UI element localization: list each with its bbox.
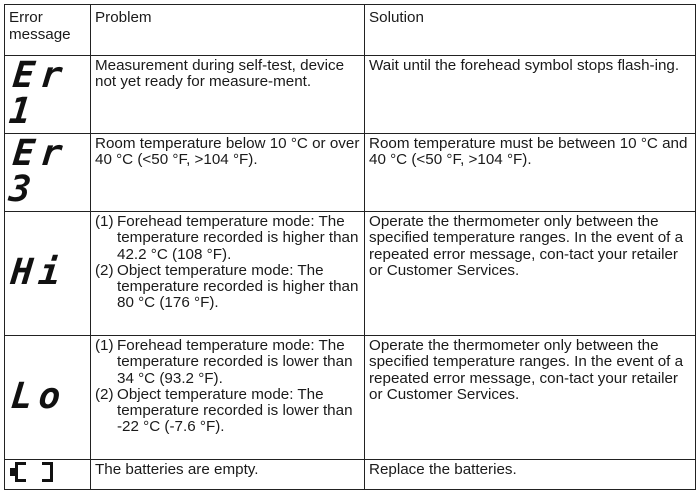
problem-cell: Room temperature below 10 °C or over 40 °C (<50 °F, >104 °F). [91,134,365,212]
item-number: (1) [95,213,114,230]
problem-cell [91,212,365,336]
problem-list [95,338,360,436]
error-message-table [4,4,696,490]
error-code-hi [5,212,91,336]
solution-cell: Replace the batteries. [365,460,696,490]
item-number: (2) [95,385,114,403]
item-text: Forehead temperature mode: The temperature recorded is lower than 34 °C (93.2 °F). [117,337,353,387]
error-code-battery [5,460,91,490]
empty-battery-icon [15,462,53,482]
lcd-code: Hi [8,252,69,293]
table-row [5,134,696,212]
item-number: (1) [95,337,114,354]
lcd-code: Er 1 [7,55,71,132]
table-row [5,56,696,134]
solution-cell: Operate the thermometer only between the specified temperature ranges. In the event of a repeated error message, con-tact your retailer or Customer Services. [365,212,696,336]
item-text: Object temperature mode: The temperature recorded is lower than -22 °C (-7.6 °F). [117,385,353,436]
list-item [95,387,360,436]
lcd-code: Er 3 [7,133,71,210]
solution-cell: Wait until the forehead symbol stops flash-ing. [365,56,696,134]
solution-cell: Operate the thermometer only between the specified temperature ranges. In the event of a repeated error message, con-tact your retailer or Customer Services. [365,336,696,460]
error-code-er3 [5,134,91,212]
list-item [95,338,360,387]
header-solution: Solution [365,5,696,56]
table-row [5,212,696,336]
error-code-lo [5,336,91,460]
solution-cell: Room temperature must be between 10 °C and 40 °C (<50 °F, >104 °F). [365,134,696,212]
header-error-message: Error message [5,5,91,56]
list-item [95,263,360,312]
table-header-row [5,5,696,56]
table-row [5,460,696,490]
lcd-code: Lo [8,376,69,417]
problem-cell: The batteries are empty. [91,460,365,490]
header-problem: Problem [91,5,365,56]
table-row [5,336,696,460]
item-number: (2) [95,261,114,279]
item-text: Object temperature mode: The temperature recorded is higher than 80 °C (176 °F). [117,261,359,312]
problem-cell: Measurement during self-test, device not yet ready for measure-ment. [91,56,365,134]
item-text: Forehead temperature mode: The temperature recorded is higher than 42.2 °C (108 °F). [117,213,359,263]
list-item [95,214,360,263]
problem-list [95,214,360,312]
error-code-er1 [5,56,91,134]
problem-cell [91,336,365,460]
